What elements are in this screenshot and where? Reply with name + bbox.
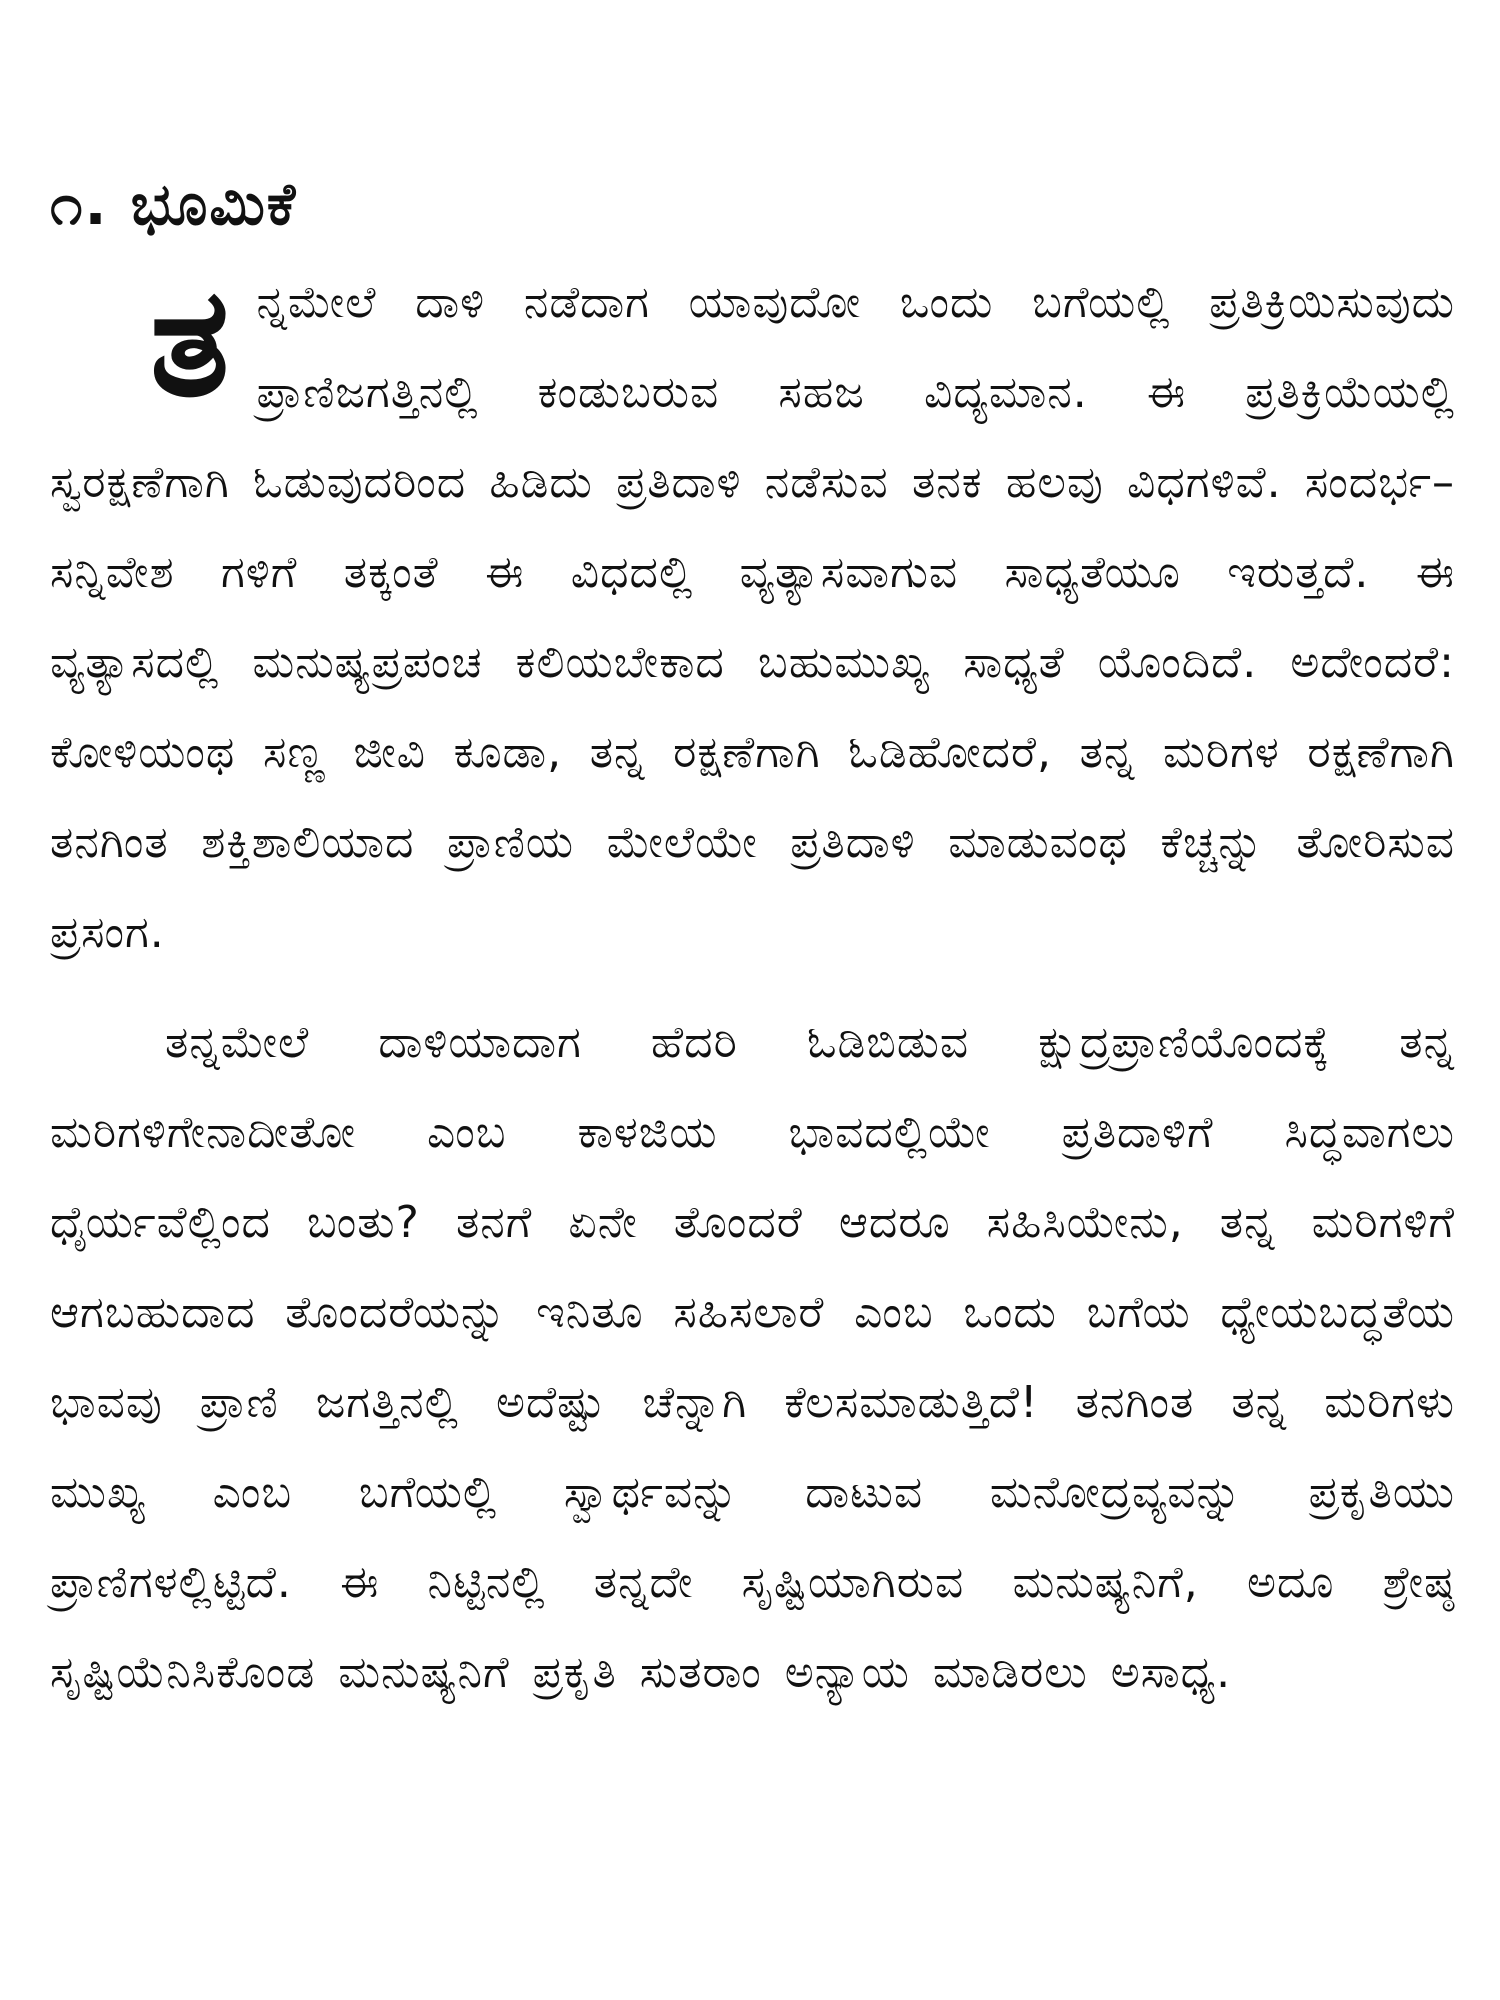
section-heading: ೧. ಭೂಮಿಕೆ	[50, 170, 298, 238]
paragraph-2: ತನ್ನಮೇಲೆ ದಾಳಿಯಾದಾಗ ಹೆದರಿ ಓಡಿಬಿಡುವ ಕ್ಷುದ್ರಪ್ರಾಣಿಯೊಂದಕ್ಕೆ ತನ್ನ ಮರಿಗಳಿಗೇನಾದೀತೋ ಎಂಬ ಕಾಳಜಿಯ ಭಾವದಲ್ಲಿಯೇ ಪ್ರತಿದಾಳಿಗೆ ಸಿದ್ಧವಾಗಲು ಧೈರ್ಯವೆಲ್ಲಿಂದ ಬಂತು? ತನಗೆ ಏನೇ ತೊಂದರೆ ಆದರೂ ಸಹಿಸಿಯೇನು, ತನ್ನ ಮರಿಗಳಿಗೆ ಆಗಬಹುದಾದ ತೊಂದರೆಯನ್ನು ಇನಿತೂ ಸಹಿಸಲಾರೆ ಎಂಬ ಒಂದು ಬಗೆಯ ಧ್ಯೇಯಬದ್ಧತೆಯ ಭಾವವು ಪ್ರಾಣಿ ಜಗತ್ತಿನಲ್ಲಿ ಅದೆಷ್ಟು ಚೆನ್ನಾಗಿ ಕೆಲಸಮಾಡುತ್ತಿದೆ! ತನಗಿಂತ ತನ್ನ ಮರಿಗಳು ಮುಖ್ಯ ಎಂಬ ಬಗೆಯಲ್ಲಿ ಸ್ವಾರ್ಥವನ್ನು ದಾಟುವ ಮನೋದ್ರವ್ಯವನ್ನು ಪ್ರಕೃತಿಯು ಪ್ರಾಣಿಗಳಲ್ಲಿಟ್ಟಿದೆ. ಈ ನಿಟ್ಟಿನಲ್ಲಿ ತನ್ನದೇ ಸೃಷ್ಟಿಯಾಗಿರುವ ಮನುಷ್ಯನಿಗೆ, ಅದೂ ಶ್ರೇಷ್ಠ ಸೃಷ್ಟಿಯೆನಿಸಿಕೊಂಡ ಮನುಷ್ಯನಿಗೆ ಪ್ರಕೃತಿ ಸುತರಾಂ ಅನ್ಯಾಯ ಮಾಡಿರಲು ಅಸಾಧ್ಯ.	[50, 1016, 1455, 1698]
document-page	[50, 170, 1455, 1718]
paragraph-1	[50, 255, 1455, 978]
drop-cap: ತ	[150, 255, 231, 430]
paragraph-1-text: ನ್ನಮೇಲೆ ದಾಳಿ ನಡೆದಾಗ ಯಾವುದೋ ಒಂದು ಬಗೆಯಲ್ಲಿ ಪ್ರತಿಕ್ರಿಯಿಸುವುದು ಪ್ರಾಣಿಜಗತ್ತಿನಲ್ಲಿ ಕಂಡುಬರುವ ಸಹಜ ವಿದ್ಯಮಾನ. ಈ ಪ್ರತಿಕ್ರಿಯೆಯಲ್ಲಿ ಸ್ವರಕ್ಷಣೆಗಾಗಿ ಓಡುವುದರಿಂದ ಹಿಡಿದು ಪ್ರತಿದಾಳಿ ನಡೆಸುವ ತನಕ ಹಲವು ವಿಧಗಳಿವೆ. ಸಂದರ್ಭ–ಸನ್ನಿವೇಶ ಗಳಿಗೆ ತಕ್ಕಂತೆ ಈ ವಿಧದಲ್ಲಿ ವ್ಯತ್ಯಾಸವಾಗುವ ಸಾಧ್ಯತೆಯೂ ಇರುತ್ತದೆ. ಈ ವ್ಯತ್ಯಾಸದಲ್ಲಿ ಮನುಷ್ಯಪ್ರಪಂಚ ಕಲಿಯಬೇಕಾದ ಬಹುಮುಖ್ಯ ಸಾಧ್ಯತೆ ಯೊಂದಿದೆ. ಅದೇಂದರೆ: ಕೋಳಿಯಂಥ ಸಣ್ಣ ಜೀವಿ ಕೂಡಾ, ತನ್ನ ರಕ್ಷಣೆಗಾಗಿ ಓಡಿಹೋದರೆ, ತನ್ನ ಮರಿಗಳ ರಕ್ಷಣೆಗಾಗಿ ತನಗಿಂತ ಶಕ್ತಿಶಾಲಿಯಾದ ಪ್ರಾಣಿಯ ಮೇಲೆಯೇ ಪ್ರತಿದಾಳಿ ಮಾಡುವಂಥ ಕೆಚ್ಚನ್ನು ತೋರಿಸುವ ಪ್ರಸಂಗ.	[50, 276, 1455, 958]
